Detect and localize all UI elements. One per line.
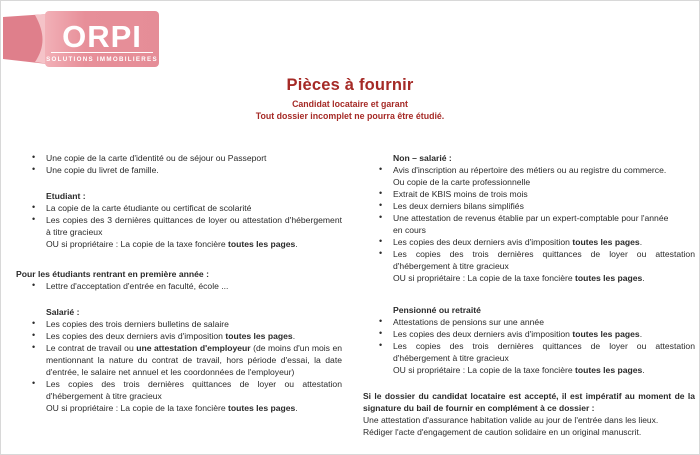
bullet-item (16, 318, 342, 330)
bullet-item (16, 378, 342, 414)
bullet-item (363, 236, 695, 248)
section-heading: Pour les étudiants rentrant en première année : (16, 269, 209, 279)
bullet-main-text (46, 202, 342, 214)
bullet-main-text (46, 152, 342, 164)
bullet-icon: • (379, 316, 383, 326)
text-segment: Les copies des trois derniers bulletins de salaire (46, 319, 229, 329)
spacer (16, 292, 342, 306)
bullet-main-text (393, 236, 695, 248)
bullet-continuation-line (393, 272, 695, 284)
bullet-icon: • (32, 152, 36, 162)
bullet-icon: • (379, 200, 383, 210)
text-segment: en cours (393, 225, 426, 235)
bullet-icon: • (32, 342, 36, 352)
bullet-text (393, 340, 695, 376)
bullet-text (46, 152, 342, 164)
bullet-text (393, 164, 695, 188)
bullet-text (46, 330, 342, 342)
section-heading: Pensionné ou retraité (393, 305, 481, 315)
spacer (363, 376, 695, 390)
section-heading: Salarié : (46, 307, 80, 317)
spacer (16, 250, 342, 268)
text-segment: Une copie du livret de famille. (46, 165, 159, 175)
bullet-continuation-line (393, 364, 695, 376)
text-segment: toutes les pages (228, 403, 296, 413)
text-segment: Une attestation de revenus établie par un expert-comptable pour l'année (393, 213, 669, 223)
bullet-icon: • (379, 188, 383, 198)
bullet-item (16, 202, 342, 214)
bullet-text (393, 236, 695, 248)
bullet-icon: • (379, 164, 383, 174)
text-segment: OU si propriétaire : La copie de la taxe foncière (46, 239, 228, 249)
bullet-item (363, 248, 695, 284)
bullet-item (16, 330, 342, 342)
bullet-text (393, 328, 695, 340)
bullet-continuation-line (46, 402, 342, 414)
bullet-text (46, 202, 342, 214)
text-segment: Les copies des 3 dernières quittances de loyer ou attestation d'hébergement à titre gracieux (46, 215, 342, 237)
bullet-main-text (393, 200, 695, 212)
bullet-item (363, 164, 695, 188)
text-segment: toutes les pages (572, 329, 640, 339)
spacer (363, 284, 695, 304)
bullet-item (363, 212, 695, 236)
bullet-icon: • (379, 340, 383, 350)
bullet-main-text (46, 164, 342, 176)
bullet-main-text (393, 248, 695, 272)
bullet-icon: • (32, 214, 36, 224)
bullet-main-text (393, 328, 695, 340)
bullet-text (393, 200, 695, 212)
text-segment: Une attestation d'assurance habitation valide au jour de l'entrée dans les lieux. (363, 415, 659, 425)
bullet-main-text (393, 164, 695, 176)
text-segment: Ou copie de la carte professionnelle (393, 177, 531, 187)
bullet-icon: • (379, 248, 383, 258)
left-column (16, 152, 342, 414)
bullet-text (393, 188, 695, 200)
bullet-item (363, 328, 695, 340)
bullet-icon: • (32, 330, 36, 340)
text-segment: La copie de la carte étudiante ou certificat de scolarité (46, 203, 252, 213)
bullet-item (363, 316, 695, 328)
logo-brand-text: ORPI (62, 19, 142, 54)
section-heading: Non – salarié : (393, 153, 452, 163)
bullet-icon: • (379, 212, 383, 222)
text-segment: toutes les pages (575, 365, 643, 375)
bullet-item (16, 152, 342, 164)
bullet-text (46, 318, 342, 330)
bullet-main-text (46, 342, 342, 378)
bullet-item (363, 188, 695, 200)
text-segment: . (642, 273, 645, 283)
bullet-text (46, 378, 342, 414)
text-segment: toutes les pages (228, 239, 296, 249)
header-subtitle-audience: Candidat locataire et garant (292, 99, 408, 109)
text-segment: Les copies des trois dernières quittances de loyer ou attestation d'hébergement à titre gracieux (46, 379, 342, 401)
bullet-item (16, 280, 342, 292)
text-segment: OU si propriétaire : La copie de la taxe foncière (393, 273, 575, 283)
page-title: Pièces à fournir (286, 76, 414, 94)
bullet-item (16, 164, 342, 176)
paragraph (363, 390, 695, 414)
bullet-text (393, 212, 695, 236)
bullet-main-text (46, 318, 342, 330)
spacer (16, 176, 342, 190)
bullet-text (393, 316, 695, 328)
bullet-main-text (393, 340, 695, 364)
text-segment: toutes les pages (572, 237, 640, 247)
bullet-icon: • (379, 236, 383, 246)
bullet-continuation-line (393, 224, 695, 236)
text-segment: Avis d'inscription au répertoire des métiers ou au registre du commerce. (393, 165, 667, 175)
text-segment: Les copies des deux derniers avis d'imposition (393, 329, 573, 339)
text-segment: toutes les pages (225, 331, 293, 341)
bullet-item (16, 342, 342, 378)
text-segment: . (295, 239, 298, 249)
text-segment: . (642, 365, 645, 375)
text-segment: Les copies des trois dernières quittances de loyer ou attestation d'hébergement à titre gracieux (393, 249, 695, 271)
text-segment: Les copies des deux derniers avis d'imposition (46, 331, 226, 341)
bullet-item (363, 340, 695, 376)
bullet-icon: • (32, 202, 36, 212)
bullet-item (16, 214, 342, 250)
bullet-text (393, 248, 695, 284)
text-segment: OU si propriétaire : La copie de la taxe foncière (393, 365, 575, 375)
bullet-main-text (393, 316, 695, 328)
text-segment: une attestation d'employeur (136, 343, 251, 353)
bullet-main-text (46, 330, 342, 342)
text-segment: Les copies des trois dernières quittances de loyer ou attestation d'hébergement à titre gracieux (393, 341, 695, 363)
text-segment: Si le dossier du candidat locataire est accepté, il est impératif au moment de la signature du bail de fournir en complément à ce dossier : (363, 391, 695, 413)
text-segment: . (295, 403, 298, 413)
document-header (1, 75, 699, 122)
text-segment: Lettre d'acceptation d'entrée en faculté, école ... (46, 281, 229, 291)
text-segment: Les deux derniers bilans simplifiés (393, 201, 524, 211)
text-segment: Extrait de KBIS moins de trois mois (393, 189, 528, 199)
text-segment: (de moins d'un mois en mentionnant la nature du contrat de travail, hors période d'essai, la date d'entrée, le salaire net annuel et les coordonnées de l'employeur) (46, 343, 343, 377)
bullet-continuation-line (46, 238, 342, 250)
bullet-icon: • (32, 318, 36, 328)
bullet-main-text (46, 280, 342, 292)
bullet-main-text (393, 188, 695, 200)
bullet-text (46, 342, 342, 378)
bullet-text (46, 214, 342, 250)
text-segment: Les copies des deux derniers avis d'imposition (393, 237, 573, 247)
text-segment: . (292, 331, 296, 341)
logo-tagline-text: SOLUTIONS IMMOBILIERES (46, 56, 158, 63)
bullet-icon: • (379, 328, 383, 338)
section-heading: Etudiant : (46, 191, 86, 201)
bullet-text (46, 280, 342, 292)
text-segment: . (639, 237, 643, 247)
paragraph (363, 426, 695, 438)
paragraph (363, 414, 695, 426)
bullet-continuation-line (393, 176, 695, 188)
right-column (363, 152, 695, 438)
text-segment: Rédiger l'acte d'engagement de caution solidaire en un original manuscrit. (363, 427, 642, 437)
orpi-logo (1, 5, 169, 73)
bullet-main-text (393, 212, 695, 224)
text-segment: Attestations de pensions sur une année (393, 317, 544, 327)
bullet-text (46, 164, 342, 176)
bullet-icon: • (32, 164, 36, 174)
bullet-icon: • (32, 280, 36, 290)
text-segment: toutes les pages (575, 273, 643, 283)
bullet-main-text (46, 378, 342, 402)
header-subtitle-warning: Tout dossier incomplet ne pourra être étudié. (255, 111, 445, 121)
text-segment: Une copie de la carte d'identité ou de séjour ou Passeport (46, 153, 267, 163)
bullet-icon: • (32, 378, 36, 388)
text-segment: OU si propriétaire : La copie de la taxe foncière (46, 403, 228, 413)
bullet-item (363, 200, 695, 212)
bullet-main-text (46, 214, 342, 238)
text-segment: . (639, 329, 643, 339)
text-segment: Le contrat de travail ou (46, 343, 137, 353)
